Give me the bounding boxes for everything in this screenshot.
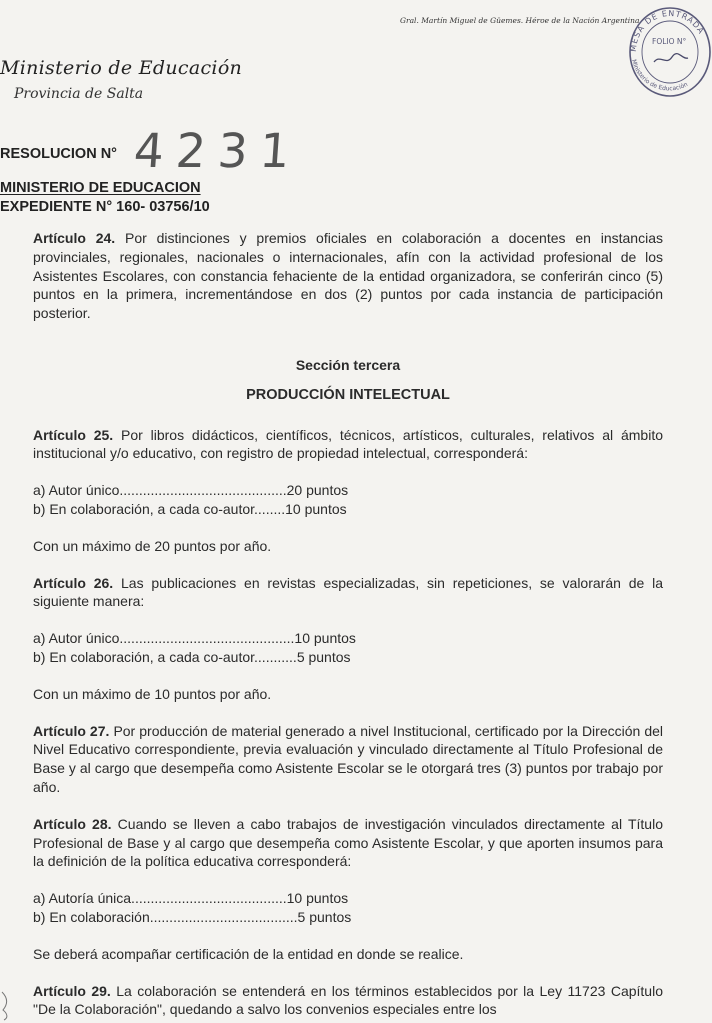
article-29: [33, 982, 663, 1020]
seal-bottom-text: Ministerio de Educación: [629, 58, 689, 93]
ministry-line: MINISTERIO DE EDUCACION: [0, 180, 201, 196]
expediente-line: EXPEDIENTE N° 160- 03756/10: [0, 199, 210, 215]
article-26-item-a: a) Autor único.............................................10 puntos: [33, 630, 356, 647]
section-name: Sección tercera: [295, 356, 401, 373]
article-29-title: Artículo 29.: [33, 982, 111, 999]
article-26-text: Las publicaciones en revistas especializadas, sin repeticiones, se valorarán de la siguiente manera:: [33, 574, 663, 610]
article-25-text: Por libros didácticos, científicos, técnicos, artísticos, culturales, relativos al ámbito institucional y/o educativo, con registro de propiedad intelectual, corresponderá:: [33, 426, 663, 462]
province-name: Provincia de Salta: [14, 86, 144, 102]
article-28-item-b: b) En colaboración......................................5 puntos: [33, 908, 352, 925]
ministry-name: Ministerio de Educación: [0, 57, 243, 79]
article-28-note: Se deberá acompañar certificación de la entidad en donde se realice.: [33, 945, 464, 962]
article-25: [33, 426, 663, 464]
article-28: [33, 815, 663, 871]
document-body: [33, 229, 663, 1019]
article-24: [33, 229, 663, 323]
svg-text:Ministerio de Educación: [630, 59, 689, 93]
seal-folio-text: FOLIO N°: [652, 37, 687, 46]
article-26: [33, 574, 663, 612]
section-title: PRODUCCIÓN INTELECTUAL: [246, 386, 450, 403]
article-28-text: Cuando se lleven a cabo trabajos de investigación vinculados directamente al Título Profesional de Base y al cargo que desempeña como Asistente Escolar, y que aporten insumos para la definición de la política educativa corresponderá:: [33, 815, 663, 870]
article-29-text: La colaboración se entenderá en los términos establecidos por la Ley 11723 Capítulo "De la Colaboración", quedando a salvo los convenios especiales entre los: [33, 982, 663, 1018]
article-27-title: Artículo 27.: [33, 722, 110, 739]
article-27: [33, 722, 663, 797]
seal-top-text: MESA DE ENTRADA: [628, 8, 707, 53]
resolution-label: RESOLUCION N°: [0, 146, 117, 162]
article-25-item-a: a) Autor único...........................................20 puntos: [33, 482, 349, 499]
article-25-max: Con un máximo de 20 puntos por año.: [33, 537, 272, 554]
binding-margin-mark: [0, 990, 12, 1020]
article-28-item-a: a) Autoría única........................................10 puntos: [33, 890, 349, 907]
article-24-text: Por distinciones y premios oficiales en colaboración a docentes en instancias provinciales, regionales, nacionales o internacionales, afín con la actividad profesional de los Asistentes Escolares, con constancia fehaciente de la entidad organizadora, se conferirán cinco (5) puntos en la primera, incrementándose en dos (2) puntos por cada instancia de participación posterior.: [33, 230, 663, 322]
article-24-title: Artículo 24.: [33, 230, 116, 246]
article-27-text: Por producción de material generado a nivel Institucional, certificado por la Dirección del Nivel Educativo correspondiente, previa evaluación y vinculado directamente al Título Profesional de Base y al cargo que desempeña como Asistente Escolar se le otorgará tres (3) puntos por trabajo por año.: [33, 722, 664, 795]
header-motto: Gral. Martín Miguel de Güemes. Héroe de la Nación Argentina: [400, 16, 640, 25]
article-26-max: Con un máximo de 10 puntos por año.: [33, 685, 272, 702]
article-25-item-b: b) En colaboración, a cada co-autor........10 puntos: [33, 500, 347, 517]
resolution-number: 4231: [132, 124, 304, 179]
entry-stamp-seal: [622, 2, 712, 100]
article-28-title: Artículo 28.: [33, 815, 112, 832]
article-25-title: Artículo 25.: [33, 426, 114, 443]
article-26-title: Artículo 26.: [33, 574, 114, 591]
article-26-item-b: b) En colaboración, a cada co-autor...........5 puntos: [33, 648, 351, 665]
